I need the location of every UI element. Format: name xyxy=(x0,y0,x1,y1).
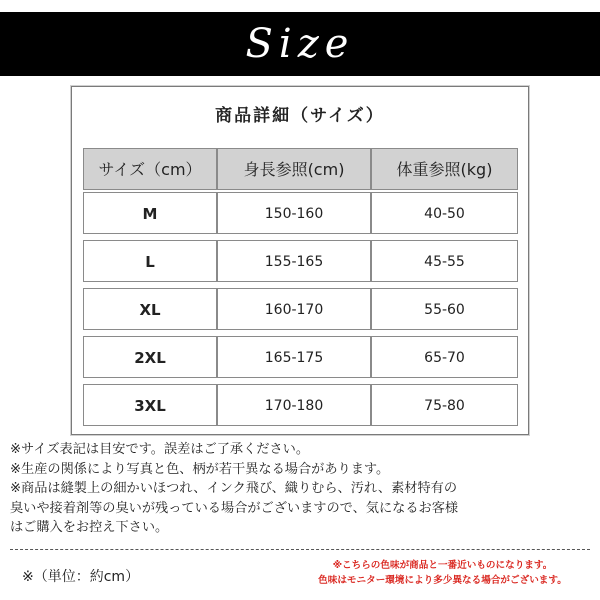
row-size-3xl: 3XL xyxy=(83,384,217,426)
row-size-2xl: 2XL xyxy=(83,336,217,378)
row-height-3xl: 170-180 xyxy=(217,384,371,426)
size-banner xyxy=(0,12,600,76)
note-line: ※生産の関係により写真と色、柄が若干異なる場合があります。 xyxy=(10,461,390,477)
unit-note: ※（単位：約cm） xyxy=(22,569,140,585)
note-line: 臭いや接着剤等の臭いが残っている場合がございますので、気になるお客様 xyxy=(10,500,459,516)
banner-title: Size xyxy=(245,21,355,67)
header-size: サイズ（cm） xyxy=(83,148,217,190)
row-weight-3xl: 75-80 xyxy=(371,384,518,426)
dashed-divider xyxy=(10,549,590,550)
row-height-l: 155-165 xyxy=(217,240,371,282)
note-line: ※商品は縫製上の細かいほつれ、インク飛び、織りむら、汚れ、素材特有の xyxy=(10,481,458,496)
header-weight: 体重参照(kg) xyxy=(371,148,518,190)
table-title: 商品詳細（サイズ） xyxy=(215,106,385,126)
notes xyxy=(10,440,595,538)
color-note-line: ※こちらの色味が商品と一番近いものになります。 xyxy=(332,560,553,571)
row-weight-m: 40-50 xyxy=(371,192,518,234)
header-height: 身長参照(cm) xyxy=(217,148,371,190)
row-size-l: L xyxy=(83,240,217,282)
row-size-m: M xyxy=(83,192,217,234)
note-line: はご購入をお控え下さい。 xyxy=(10,520,169,535)
row-height-2xl: 165-175 xyxy=(217,336,371,378)
size-table xyxy=(71,86,529,435)
note-line: ※サイズ表記は目安です。誤差はご了承ください。 xyxy=(10,442,310,457)
color-note xyxy=(290,558,595,588)
row-weight-2xl: 65-70 xyxy=(371,336,518,378)
row-size-xl: XL xyxy=(83,288,217,330)
row-height-m: 150-160 xyxy=(217,192,371,234)
row-weight-xl: 55-60 xyxy=(371,288,518,330)
color-note-line: 色味はモニター環境により多少異なる場合がございます。 xyxy=(318,575,567,586)
row-weight-l: 45-55 xyxy=(371,240,518,282)
row-height-xl: 160-170 xyxy=(217,288,371,330)
